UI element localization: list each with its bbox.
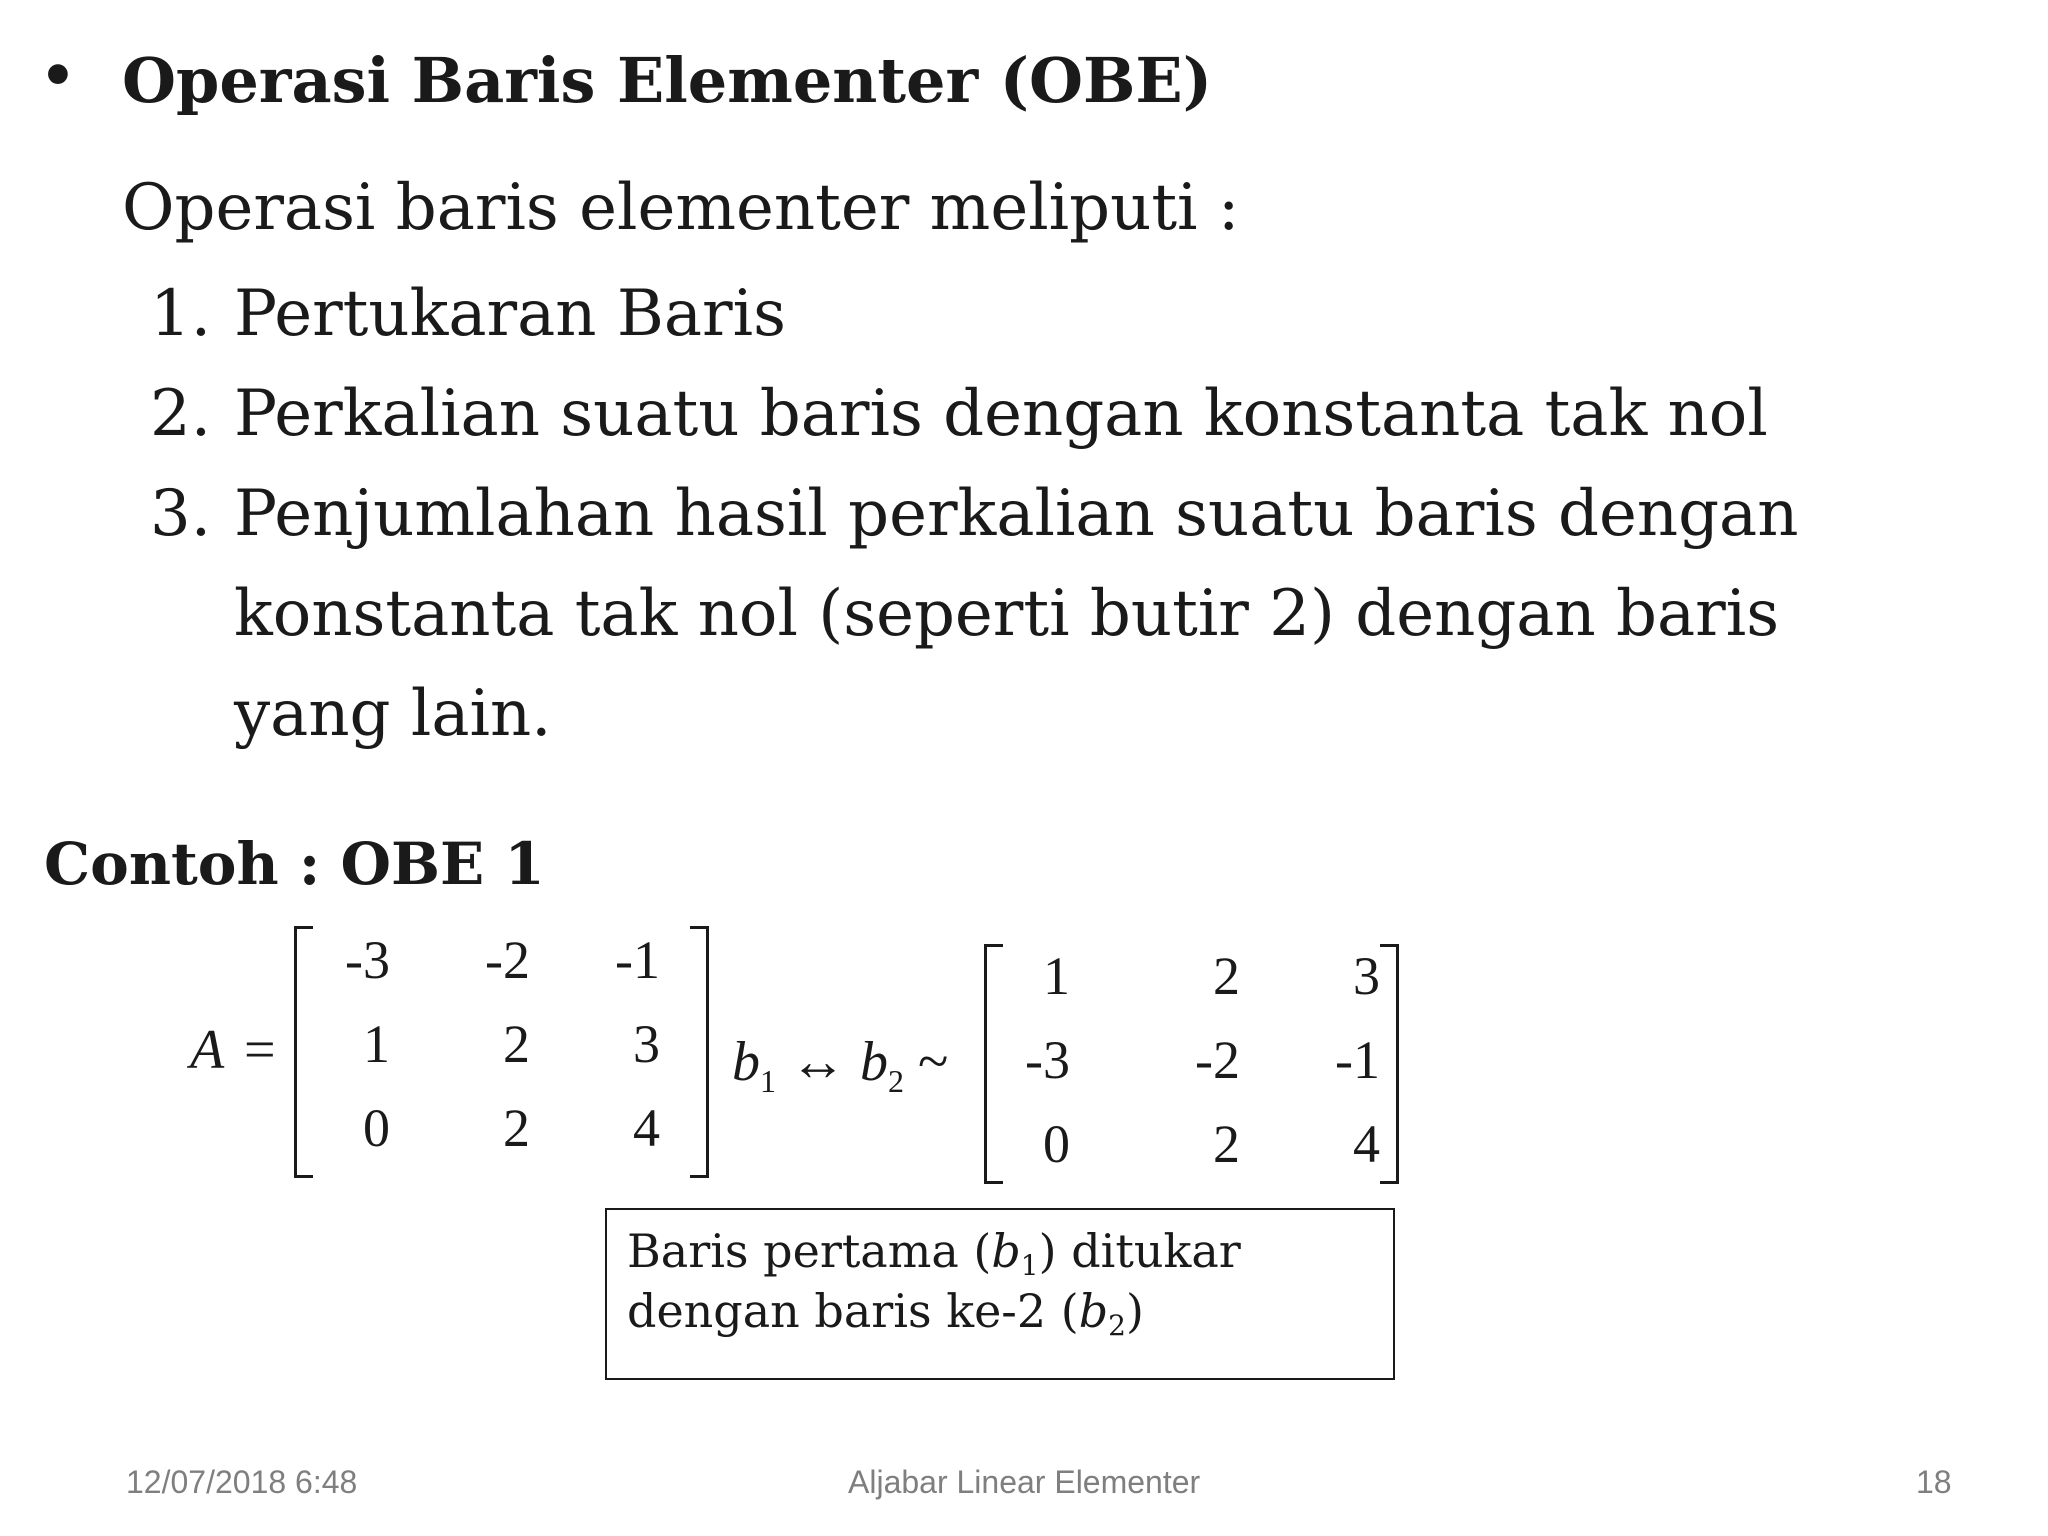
note-line-1 bbox=[627, 1224, 1241, 1283]
matrix-cell: 2 bbox=[503, 1098, 530, 1158]
equivalence-tilde: ~ bbox=[918, 1031, 949, 1093]
matrix-cell: 0 bbox=[1043, 1114, 1070, 1174]
slide-heading: Operasi Baris Elementer (OBE) bbox=[122, 44, 1213, 117]
matrix-cell: 2 bbox=[503, 1014, 530, 1074]
row-var: b bbox=[860, 1031, 888, 1093]
matrix-b bbox=[1010, 934, 1380, 1186]
intro-text: Operasi baris elementer meliputi : bbox=[122, 171, 1240, 245]
matrix-cell: -3 bbox=[345, 930, 390, 990]
row-var: b bbox=[732, 1031, 760, 1093]
note-line-2 bbox=[627, 1284, 1144, 1343]
list-text: Pertukaran Baris bbox=[234, 277, 786, 351]
row-operation bbox=[732, 1030, 948, 1100]
list-text: yang lain. bbox=[234, 677, 552, 751]
matrix-cell: -2 bbox=[485, 930, 530, 990]
matrix-a-left-bracket bbox=[294, 926, 313, 1178]
matrix-cell: 1 bbox=[363, 1014, 390, 1074]
note-var: b bbox=[1078, 1284, 1109, 1338]
note-box bbox=[605, 1208, 1395, 1380]
list-number: 2. bbox=[150, 377, 212, 451]
matrix-cell: 4 bbox=[1353, 1114, 1380, 1174]
note-subscript: 1 bbox=[1020, 1249, 1039, 1282]
note-text: Baris pertama ( bbox=[627, 1224, 992, 1278]
list-text: Perkalian suatu baris dengan konstanta tak nol bbox=[234, 377, 1768, 451]
row-subscript: 2 bbox=[888, 1063, 904, 1099]
example-title: Contoh : OBE 1 bbox=[44, 830, 545, 898]
matrix-cell: 4 bbox=[633, 1098, 660, 1158]
footer-page-number: 18 bbox=[1916, 1464, 1952, 1500]
matrix-cell: -1 bbox=[1335, 1030, 1380, 1090]
list-number: 1. bbox=[150, 277, 212, 351]
footer-title: Aljabar Linear Elementer bbox=[848, 1464, 1201, 1500]
note-text: dengan baris ke-2 ( bbox=[627, 1284, 1079, 1338]
equals-sign: = bbox=[244, 1019, 276, 1081]
footer-date: 12/07/2018 6:48 bbox=[126, 1464, 358, 1500]
matrix-b-right-bracket bbox=[1380, 944, 1399, 1184]
list-text: konstanta tak nol (seperti butir 2) dengan baris bbox=[234, 577, 1780, 651]
matrix-a bbox=[320, 918, 660, 1170]
matrix-cell: -1 bbox=[615, 930, 660, 990]
note-var: b bbox=[991, 1224, 1021, 1278]
note-text: ) ditukar bbox=[1038, 1224, 1241, 1278]
note-subscript: 2 bbox=[1108, 1309, 1126, 1342]
matrix-cell: 1 bbox=[1043, 946, 1070, 1006]
matrix-cell: -3 bbox=[1025, 1030, 1070, 1090]
matrix-cell: 3 bbox=[1353, 946, 1380, 1006]
row-subscript: 1 bbox=[760, 1063, 776, 1099]
matrix-cell: 2 bbox=[1213, 1114, 1240, 1174]
matrix-a-right-bracket bbox=[690, 926, 709, 1178]
matrix-cell: 3 bbox=[633, 1014, 660, 1074]
note-text: ) bbox=[1125, 1284, 1144, 1338]
bullet-marker: • bbox=[40, 43, 76, 109]
matrix-a-label: A bbox=[190, 1019, 225, 1081]
matrix-b-left-bracket bbox=[984, 944, 1003, 1184]
list-text: Penjumlahan hasil perkalian suatu baris dengan bbox=[234, 477, 1799, 551]
list-number: 3. bbox=[150, 477, 212, 551]
swap-arrow: ↔ bbox=[790, 1031, 846, 1093]
matrix-cell: 2 bbox=[1213, 946, 1240, 1006]
matrix-cell: 0 bbox=[363, 1098, 390, 1158]
matrix-cell: -2 bbox=[1195, 1030, 1240, 1090]
